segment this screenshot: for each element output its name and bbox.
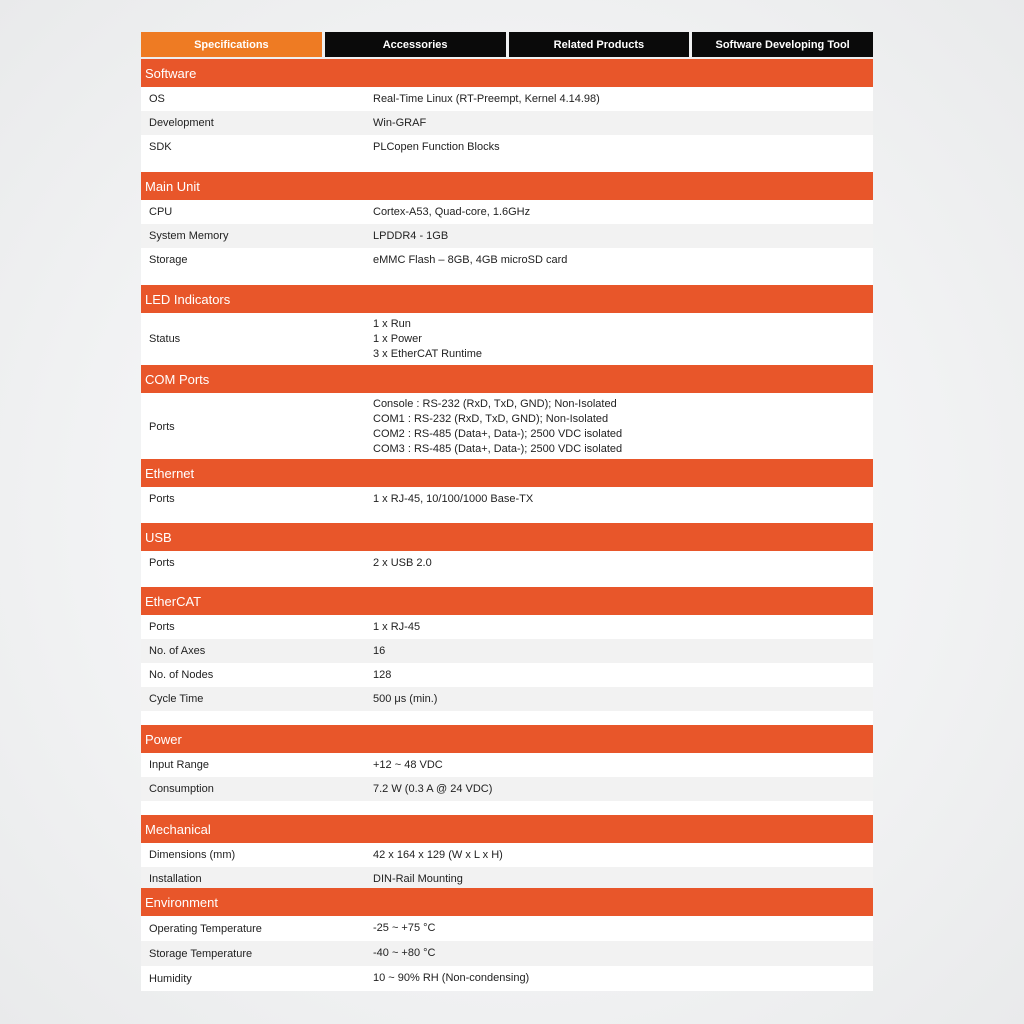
- spec-value: [373, 758, 873, 773]
- section-title: EtherCAT: [141, 587, 873, 615]
- spec-value-line: PLCopen Function Blocks: [373, 140, 500, 153]
- spec-key: Storage Temperature: [149, 947, 253, 960]
- spec-key: Ports: [149, 493, 175, 505]
- section-title: Software: [141, 59, 873, 87]
- spec-value-line: +12 ~ 48 VDC: [373, 758, 443, 771]
- spec-value: [373, 492, 873, 507]
- spec-row: [141, 753, 873, 777]
- spec-value-line: 500 μs (min.): [373, 692, 438, 705]
- spec-value: [373, 971, 873, 986]
- specifications-panel: [141, 32, 873, 985]
- spec-value-line: 128: [373, 668, 392, 681]
- section-ethernet: [141, 459, 873, 525]
- spec-value: [373, 317, 873, 362]
- section-environment: [141, 888, 873, 991]
- spec-row: [141, 843, 873, 867]
- spec-value: [373, 229, 873, 244]
- spec-value-line: Real-Time Linux (RT-Preempt, Kernel 4.14.98): [373, 92, 600, 105]
- section-title: Mechanical: [141, 815, 873, 843]
- spec-row: [141, 551, 873, 575]
- spec-row: [141, 487, 873, 511]
- spec-row: [141, 777, 873, 801]
- spec-key: CPU: [149, 206, 173, 218]
- spec-value-line: DIN-Rail Mounting: [373, 872, 463, 885]
- spec-row: [141, 941, 873, 966]
- spec-value-line: -40 ~ +80 °C: [373, 947, 436, 959]
- spec-row: [141, 639, 873, 663]
- tab-bar: [141, 32, 873, 57]
- spec-key: Ports: [149, 557, 175, 569]
- spec-row: [141, 966, 873, 991]
- spec-key: Storage: [149, 254, 188, 266]
- section-title: Ethernet: [141, 459, 873, 487]
- spec-value: [373, 140, 873, 155]
- spec-key: Dimensions (mm): [149, 849, 236, 861]
- spec-value: [373, 872, 873, 887]
- spec-row: [141, 687, 873, 711]
- spec-key: Ports: [149, 421, 175, 433]
- spec-value: [373, 116, 873, 131]
- spec-value-line: 1 x RJ-45, 10/100/1000 Base-TX: [373, 492, 534, 505]
- spec-row: [141, 615, 873, 639]
- spec-value-line: COM2 : RS-485 (Data+, Data-); 2500 VDC isolated: [373, 428, 623, 440]
- section-title: USB: [141, 523, 873, 551]
- section-software: [141, 59, 873, 173]
- section-power: [141, 725, 873, 815]
- spec-value-line: 7.2 W (0.3 A @ 24 VDC): [373, 782, 493, 795]
- spec-value: [373, 644, 873, 659]
- spec-value: [373, 921, 873, 936]
- spec-row: [141, 111, 873, 135]
- spec-value: [373, 946, 873, 961]
- tab-accessories[interactable]: Accessories: [325, 32, 506, 57]
- spec-row: [141, 393, 873, 461]
- spec-key: Status: [149, 333, 181, 345]
- tab-related-products[interactable]: Related Products: [509, 32, 690, 57]
- spec-value-line: COM1 : RS-232 (RxD, TxD, GND); Non-Isolated: [373, 413, 609, 425]
- spec-value-line: Win-GRAF: [373, 116, 427, 129]
- spec-row: [141, 87, 873, 111]
- spec-value-line: LPDDR4 - 1GB: [373, 229, 449, 242]
- spec-value-line: 1 x RJ-45: [373, 620, 421, 633]
- section-title: LED Indicators: [141, 285, 873, 313]
- spec-value-line: 1 x Power: [373, 332, 422, 345]
- spec-row: [141, 248, 873, 272]
- spec-value-line: COM3 : RS-485 (Data+, Data-); 2500 VDC isolated: [373, 443, 623, 455]
- section-spacer: [141, 272, 873, 286]
- spec-value: [373, 668, 873, 683]
- spec-key: Development: [149, 117, 214, 129]
- section-led-indicators: [141, 285, 873, 365]
- section-com-ports: [141, 365, 873, 461]
- spec-value: [373, 253, 873, 268]
- section-spacer: [141, 801, 873, 815]
- tab-specifications[interactable]: Specifications: [141, 32, 322, 57]
- spec-key: SDK: [149, 141, 172, 153]
- spec-value: [373, 556, 873, 571]
- spec-value: [373, 692, 873, 707]
- spec-value-line: 16: [373, 644, 386, 657]
- spec-value-line: 42 x 164 x 129 (W x L x H): [373, 848, 503, 861]
- spec-value: [373, 848, 873, 863]
- spec-value-line: eMMC Flash – 8GB, 4GB microSD card: [373, 253, 568, 266]
- spec-key: No. of Axes: [149, 645, 206, 657]
- section-title: Power: [141, 725, 873, 753]
- spec-key: Installation: [149, 873, 202, 885]
- spec-row: [141, 663, 873, 687]
- spec-value: [373, 92, 873, 107]
- spec-value-line: -25 ~ +75 °C: [373, 922, 436, 934]
- spec-row: [141, 224, 873, 248]
- spec-value: [373, 782, 873, 797]
- spec-key: Operating Temperature: [149, 922, 262, 935]
- spec-value-line: 1 x Run: [373, 317, 411, 330]
- section-title: COM Ports: [141, 365, 873, 393]
- spec-value: [373, 620, 873, 635]
- spec-row: [141, 135, 873, 159]
- spec-row: [141, 916, 873, 941]
- spec-key: System Memory: [149, 230, 229, 242]
- spec-value-line: 10 ~ 90% RH (Non-condensing): [373, 972, 530, 984]
- section-ethercat: [141, 587, 873, 725]
- section-title: Environment: [141, 888, 873, 916]
- spec-value-line: Cortex-A53, Quad-core, 1.6GHz: [373, 205, 531, 218]
- section-title: Main Unit: [141, 172, 873, 200]
- spec-row: [141, 200, 873, 224]
- spec-key: Cycle Time: [149, 693, 204, 705]
- spec-value-line: Console : RS-232 (RxD, TxD, GND); Non-Isolated: [373, 398, 617, 410]
- spec-value-line: 3 x EtherCAT Runtime: [373, 347, 483, 360]
- spec-value: [373, 205, 873, 220]
- spec-key: Input Range: [149, 759, 209, 771]
- section-mechanical: [141, 815, 873, 891]
- spec-key: No. of Nodes: [149, 669, 214, 681]
- spec-value-line: 2 x USB 2.0: [373, 556, 432, 569]
- spec-key: Consumption: [149, 783, 214, 795]
- spec-key: Humidity: [149, 972, 192, 985]
- section-spacer: [141, 159, 873, 173]
- section-main-unit: [141, 172, 873, 286]
- section-usb: [141, 523, 873, 589]
- spec-row: [141, 313, 873, 365]
- spec-value: [373, 397, 873, 457]
- spec-key: OS: [149, 93, 165, 105]
- section-spacer: [141, 711, 873, 725]
- spec-key: Ports: [149, 621, 175, 633]
- tab-software-developing-tool[interactable]: Software Developing Tool: [692, 32, 873, 57]
